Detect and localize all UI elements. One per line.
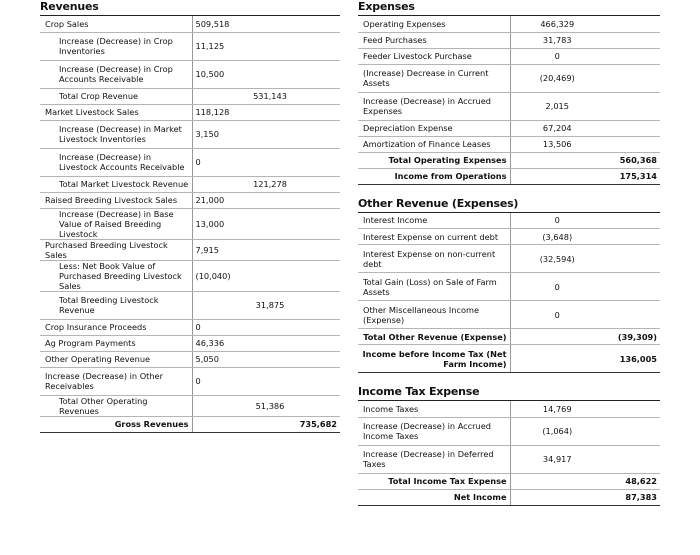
income-tax-table <box>358 401 660 506</box>
row-value: 118,128 <box>192 104 245 120</box>
row-label: Increase (Decrease) in Market Livestock Inventories <box>40 120 192 148</box>
tax-total-row <box>358 473 660 489</box>
revenue-row <box>40 16 340 32</box>
revenues-table <box>40 16 340 433</box>
row-subtotal: 51,386 <box>245 395 295 416</box>
row-label: Less: Net Book Value of Purchased Breeding Livestock Sales <box>40 260 192 291</box>
row-total: 136,005 <box>604 345 660 373</box>
row-label: Gross Revenues <box>40 416 192 432</box>
revenue-row <box>40 208 340 239</box>
row-value <box>192 88 245 104</box>
row-label: Increase (Decrease) in Accrued Expenses <box>358 92 510 120</box>
expenses-table <box>358 16 660 185</box>
net-farm-income-row <box>358 345 660 373</box>
revenue-subtotal-row <box>40 176 340 192</box>
row-value: 0 <box>192 367 245 395</box>
row-label: Depreciation Expense <box>358 120 510 136</box>
row-subtotal <box>245 239 295 260</box>
row-label: Ag Program Payments <box>40 335 192 351</box>
row-value <box>510 152 604 168</box>
other-revenue-table <box>358 213 660 374</box>
row-value <box>192 176 245 192</box>
expense-row <box>358 136 660 152</box>
row-total <box>604 229 660 245</box>
row-total <box>604 92 660 120</box>
row-total: (39,309) <box>604 329 660 345</box>
row-subtotal <box>245 208 295 239</box>
row-value: 509,518 <box>192 16 245 32</box>
row-total: 735,682 <box>295 416 340 432</box>
row-label: Feed Purchases <box>358 32 510 48</box>
row-total <box>295 192 340 208</box>
row-total <box>295 60 340 88</box>
row-label: Total Income Tax Expense <box>358 473 510 489</box>
other-revenue-row <box>358 273 660 301</box>
row-value: 0 <box>510 273 604 301</box>
row-total <box>604 64 660 92</box>
revenue-subtotal-row <box>40 395 340 416</box>
income-tax-title: Income Tax Expense <box>358 385 660 401</box>
row-label: Income before Income Tax (Net Farm Income) <box>358 345 510 373</box>
other-revenue-row <box>358 229 660 245</box>
row-total <box>604 213 660 229</box>
revenue-row <box>40 60 340 88</box>
row-label: Market Livestock Sales <box>40 104 192 120</box>
row-value: 67,204 <box>510 120 604 136</box>
row-value <box>510 345 604 373</box>
tax-row <box>358 445 660 473</box>
row-value <box>510 329 604 345</box>
expense-row <box>358 16 660 32</box>
row-total <box>604 401 660 417</box>
row-value <box>192 395 245 416</box>
row-label: Increase (Decrease) in Livestock Accounts Receivable <box>40 148 192 176</box>
row-label: Net Income <box>358 489 510 505</box>
row-subtotal <box>245 60 295 88</box>
tax-row <box>358 417 660 445</box>
row-label: Increase (Decrease) in Base Value of Raised Breeding Livestock <box>40 208 192 239</box>
row-total <box>295 176 340 192</box>
expense-row <box>358 32 660 48</box>
row-label: Increase (Decrease) in Crop Inventories <box>40 32 192 60</box>
revenue-row <box>40 335 340 351</box>
row-total <box>295 120 340 148</box>
row-label: Total Breeding Livestock Revenue <box>40 291 192 319</box>
row-total <box>295 291 340 319</box>
row-value: 11,125 <box>192 32 245 60</box>
revenue-row <box>40 32 340 60</box>
expense-row <box>358 64 660 92</box>
row-total <box>295 104 340 120</box>
row-total <box>295 351 340 367</box>
revenue-row <box>40 104 340 120</box>
row-subtotal: 531,143 <box>245 88 295 104</box>
row-value: (20,469) <box>510 64 604 92</box>
row-subtotal <box>245 192 295 208</box>
row-value: 34,917 <box>510 445 604 473</box>
row-label: Increase (Decrease) in Accrued Income Taxes <box>358 417 510 445</box>
row-total: 560,368 <box>604 152 660 168</box>
row-total <box>604 245 660 273</box>
row-value: 46,336 <box>192 335 245 351</box>
row-value: (3,648) <box>510 229 604 245</box>
net-income-row <box>358 489 660 505</box>
tax-row <box>358 401 660 417</box>
expense-row <box>358 48 660 64</box>
row-value: 0 <box>510 48 604 64</box>
other-revenue-row <box>358 245 660 273</box>
other-revenue-row <box>358 213 660 229</box>
row-subtotal <box>245 120 295 148</box>
row-label: (Increase) Decrease in Current Assets <box>358 64 510 92</box>
row-subtotal <box>245 32 295 60</box>
row-label: Total Operating Expenses <box>358 152 510 168</box>
row-value: 31,783 <box>510 32 604 48</box>
row-value: 0 <box>510 213 604 229</box>
expense-row <box>358 92 660 120</box>
row-value <box>510 489 604 505</box>
row-total <box>604 136 660 152</box>
expense-row <box>358 120 660 136</box>
revenue-subtotal-row <box>40 88 340 104</box>
row-label: Increase (Decrease) in Deferred Taxes <box>358 445 510 473</box>
row-total <box>295 148 340 176</box>
row-total <box>295 367 340 395</box>
row-value <box>192 416 245 432</box>
row-total <box>295 335 340 351</box>
other-revenue-title: Other Revenue (Expenses) <box>358 197 660 213</box>
row-total: 87,383 <box>604 489 660 505</box>
row-total <box>295 239 340 260</box>
row-value: 10,500 <box>192 60 245 88</box>
expenses-title: Expenses <box>358 0 660 16</box>
row-total <box>295 260 340 291</box>
row-value: 466,329 <box>510 16 604 32</box>
row-total <box>295 88 340 104</box>
row-value: 0 <box>192 319 245 335</box>
row-subtotal: 31,875 <box>245 291 295 319</box>
row-total <box>604 445 660 473</box>
revenue-row <box>40 148 340 176</box>
row-total <box>604 417 660 445</box>
row-total <box>295 208 340 239</box>
other-revenue-row <box>358 301 660 329</box>
row-label: Purchased Breeding Livestock Sales <box>40 239 192 260</box>
row-value: (1,064) <box>510 417 604 445</box>
revenues-panel <box>40 0 340 433</box>
row-label: Operating Expenses <box>358 16 510 32</box>
row-total <box>604 16 660 32</box>
row-label: Total Other Revenue (Expense) <box>358 329 510 345</box>
other-revenue-total-row <box>358 329 660 345</box>
row-label: Amortization of Finance Leases <box>358 136 510 152</box>
row-total <box>604 301 660 329</box>
row-label: Other Operating Revenue <box>40 351 192 367</box>
row-value: 5,050 <box>192 351 245 367</box>
revenue-row <box>40 319 340 335</box>
row-total <box>295 16 340 32</box>
expense-total-row <box>358 168 660 184</box>
revenue-row <box>40 367 340 395</box>
row-label: Total Market Livestock Revenue <box>40 176 192 192</box>
expense-total-row <box>358 152 660 168</box>
row-value: (32,594) <box>510 245 604 273</box>
row-label: Crop Sales <box>40 16 192 32</box>
row-total <box>604 120 660 136</box>
revenue-row <box>40 351 340 367</box>
row-total <box>604 32 660 48</box>
row-label: Interest Expense on non-current debt <box>358 245 510 273</box>
revenue-row <box>40 192 340 208</box>
row-value: 7,915 <box>192 239 245 260</box>
row-label: Interest Expense on current debt <box>358 229 510 245</box>
row-label: Crop Insurance Proceeds <box>40 319 192 335</box>
row-value: 14,769 <box>510 401 604 417</box>
row-value: 13,000 <box>192 208 245 239</box>
row-subtotal <box>245 335 295 351</box>
row-total <box>604 273 660 301</box>
row-subtotal <box>245 260 295 291</box>
row-subtotal <box>245 16 295 32</box>
row-total: 175,314 <box>604 168 660 184</box>
row-label: Income Taxes <box>358 401 510 417</box>
gross-revenues-row <box>40 416 340 432</box>
row-total <box>295 32 340 60</box>
row-total <box>295 395 340 416</box>
row-total: 48,622 <box>604 473 660 489</box>
row-subtotal: 121,278 <box>245 176 295 192</box>
row-label: Feeder Livestock Purchase <box>358 48 510 64</box>
row-subtotal <box>245 104 295 120</box>
row-label: Increase (Decrease) in Other Receivables <box>40 367 192 395</box>
row-label: Raised Breeding Livestock Sales <box>40 192 192 208</box>
row-total <box>295 319 340 335</box>
row-label: Increase (Decrease) in Crop Accounts Receivable <box>40 60 192 88</box>
row-label: Total Gain (Loss) on Sale of Farm Assets <box>358 273 510 301</box>
row-value: 0 <box>510 301 604 329</box>
row-label: Total Crop Revenue <box>40 88 192 104</box>
revenue-row <box>40 120 340 148</box>
row-value <box>510 168 604 184</box>
row-label: Interest Income <box>358 213 510 229</box>
row-label: Income from Operations <box>358 168 510 184</box>
revenue-subtotal-row <box>40 291 340 319</box>
revenues-title: Revenues <box>40 0 340 16</box>
expenses-panel <box>358 0 660 506</box>
row-value: 21,000 <box>192 192 245 208</box>
row-total <box>604 48 660 64</box>
row-subtotal <box>245 319 295 335</box>
row-value: (10,040) <box>192 260 245 291</box>
row-value <box>510 473 604 489</box>
revenue-row <box>40 239 340 260</box>
row-subtotal <box>245 367 295 395</box>
row-subtotal <box>245 148 295 176</box>
row-label: Total Other Operating Revenues <box>40 395 192 416</box>
row-label: Other Miscellaneous Income (Expense) <box>358 301 510 329</box>
row-value: 3,150 <box>192 120 245 148</box>
row-value: 2,015 <box>510 92 604 120</box>
row-value <box>192 291 245 319</box>
row-subtotal <box>245 416 295 432</box>
row-subtotal <box>245 351 295 367</box>
row-value: 13,506 <box>510 136 604 152</box>
revenue-row <box>40 260 340 291</box>
row-value: 0 <box>192 148 245 176</box>
